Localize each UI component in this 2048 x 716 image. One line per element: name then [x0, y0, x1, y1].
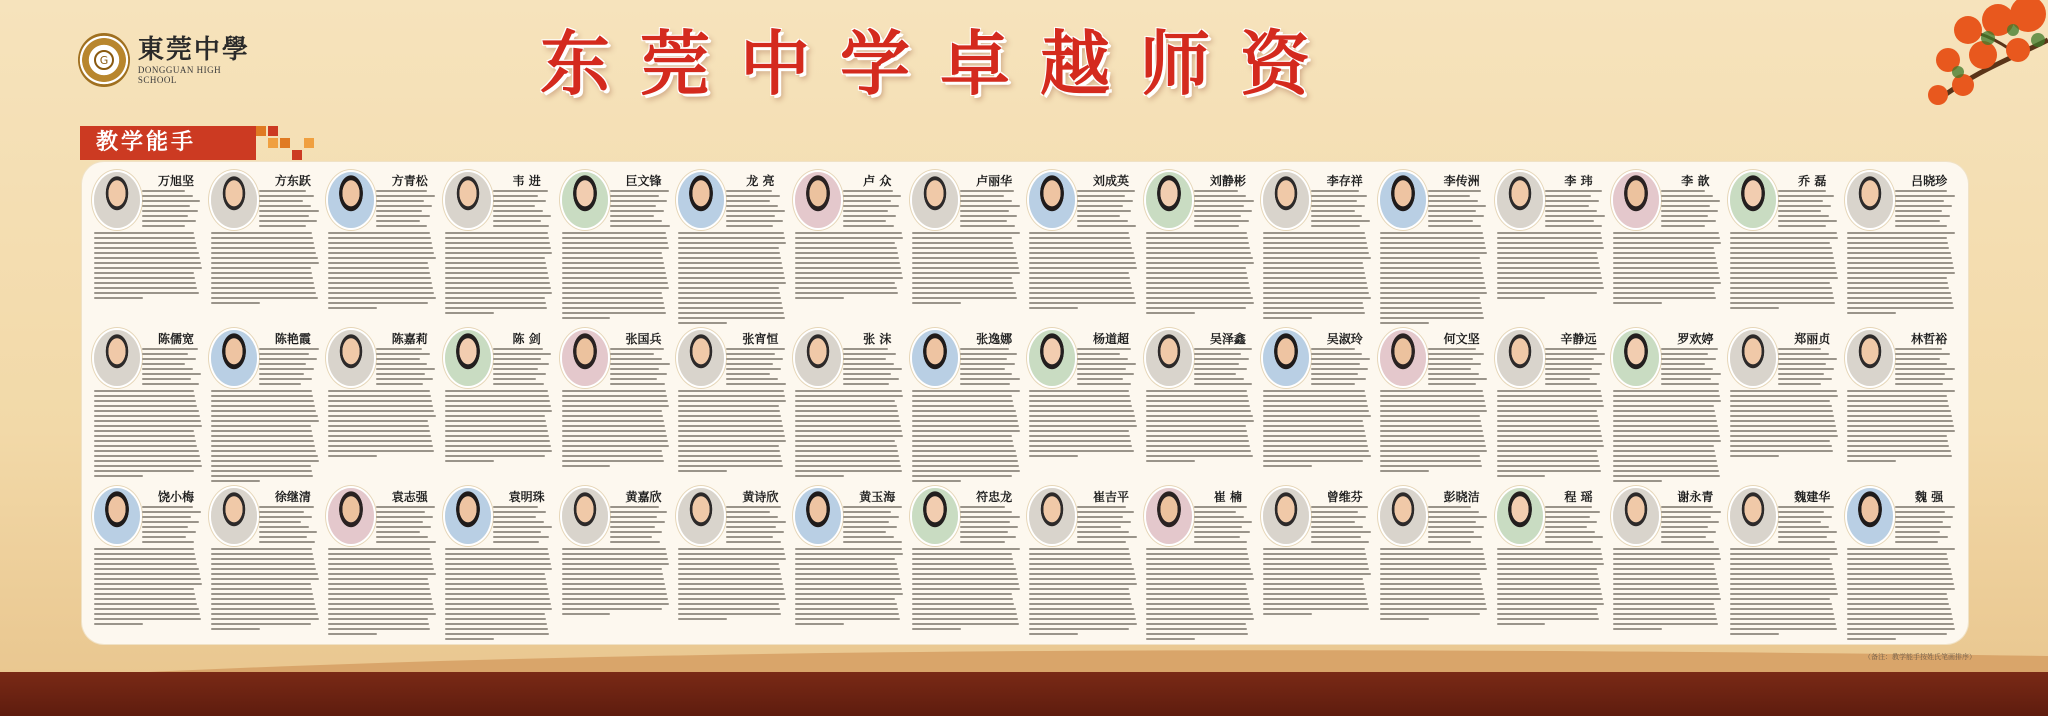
teacher-photo [678, 172, 724, 228]
teacher-name: 巨文锋 [625, 174, 662, 188]
teacher-name: 魏建华 [1794, 490, 1831, 504]
teacher-bio-text-placeholder [610, 190, 671, 230]
teacher-photo [562, 172, 608, 228]
teacher-photo [1146, 488, 1192, 544]
teacher-bio-text-placeholder [726, 348, 787, 388]
teacher-name: 万旭坚 [157, 174, 194, 188]
teacher-bio-text-placeholder [1263, 232, 1372, 316]
teacher-bio-text-placeholder [1730, 390, 1839, 474]
teacher-card [791, 324, 908, 482]
teacher-bio-text-placeholder [1778, 190, 1839, 230]
teacher-bio-text-placeholder [1428, 506, 1489, 546]
teacher-card [90, 324, 207, 482]
teacher-bio-text-placeholder [328, 232, 437, 316]
teacher-bio-text-placeholder [1077, 190, 1138, 230]
teacher-bio-text-placeholder [328, 390, 437, 474]
teacher-bio-text-placeholder [1613, 390, 1722, 474]
teacher-bio-text-placeholder [259, 348, 320, 388]
teacher-card [674, 166, 791, 324]
teacher-card [1493, 324, 1610, 482]
teacher-bio-text-placeholder [1263, 548, 1372, 632]
teacher-bio-text-placeholder [142, 190, 203, 230]
teacher-bio-text-placeholder [445, 390, 554, 474]
teacher-bio-text-placeholder [562, 548, 671, 632]
teacher-bio-text-placeholder [1730, 232, 1839, 316]
teacher-name: 陈 剑 [512, 332, 541, 346]
teacher-bio-text-placeholder [493, 348, 554, 388]
teacher-photo [678, 488, 724, 544]
teacher-bio-text-placeholder [960, 506, 1021, 546]
teacher-card [908, 166, 1025, 324]
teacher-photo [94, 330, 140, 386]
teacher-name: 方东跃 [274, 174, 311, 188]
teacher-bio-text-placeholder [376, 190, 437, 230]
teacher-bio-text-placeholder [1146, 232, 1255, 316]
teacher-card [1142, 324, 1259, 482]
teacher-name: 韦 进 [512, 174, 541, 188]
teacher-name: 符忠龙 [976, 490, 1013, 504]
teacher-name: 刘静彬 [1209, 174, 1246, 188]
teacher-bio-text-placeholder [1497, 232, 1606, 316]
teacher-bio-text-placeholder [912, 232, 1021, 316]
teacher-card [558, 324, 675, 482]
teacher-bio-text-placeholder [1077, 348, 1138, 388]
teacher-card [1726, 166, 1843, 324]
teacher-bio-text-placeholder [960, 190, 1021, 230]
teacher-card [1025, 482, 1142, 640]
teacher-bio-text-placeholder [1497, 548, 1606, 632]
school-name-en: DONGGUAN HIGH SCHOOL [137, 65, 222, 85]
teacher-name: 袁志强 [391, 490, 428, 504]
teacher-name: 陈艳霞 [274, 332, 311, 346]
teacher-photo [912, 488, 958, 544]
teacher-name: 杨道超 [1092, 332, 1129, 346]
teacher-name: 徐继清 [274, 490, 311, 504]
teacher-bio-text-placeholder [1263, 390, 1372, 474]
teacher-name: 刘成英 [1092, 174, 1129, 188]
teacher-card [1259, 324, 1376, 482]
teacher-photo [1613, 172, 1659, 228]
teacher-bio-text-placeholder [1778, 348, 1839, 388]
teacher-bio-text-placeholder [1380, 390, 1489, 474]
teacher-card [90, 482, 207, 640]
teacher-bio-text-placeholder [960, 348, 1021, 388]
teacher-bio-text-placeholder [1029, 390, 1138, 474]
teacher-card [1025, 166, 1142, 324]
teacher-name: 吴泽鑫 [1209, 332, 1246, 346]
teacher-card [324, 324, 441, 482]
teacher-bio-text-placeholder [912, 390, 1021, 474]
teacher-bio-text-placeholder [1029, 548, 1138, 632]
teacher-photo [1029, 330, 1075, 386]
teacher-photo [1730, 488, 1776, 544]
teacher-bio-text-placeholder [795, 390, 904, 474]
teacher-card [1843, 482, 1960, 640]
teacher-card [558, 482, 675, 640]
teacher-bio-text-placeholder [445, 548, 554, 632]
teacher-bio-text-placeholder [1380, 232, 1489, 316]
teacher-photo [211, 172, 257, 228]
teacher-photo [328, 172, 374, 228]
teacher-card [1843, 166, 1960, 324]
teacher-name: 李 玮 [1564, 174, 1593, 188]
teacher-bio-text-placeholder [1661, 348, 1722, 388]
teacher-bio-text-placeholder [1847, 232, 1956, 316]
teacher-bio-text-placeholder [211, 390, 320, 474]
bottom-band [0, 672, 2048, 716]
teacher-bio-text-placeholder [562, 232, 671, 316]
flowering-tree-decoration [1848, 0, 2048, 130]
teacher-card [324, 166, 441, 324]
teacher-name: 崔 楠 [1213, 490, 1242, 504]
teacher-bio-text-placeholder [912, 548, 1021, 632]
teacher-card [441, 482, 558, 640]
teacher-photo [678, 330, 724, 386]
teacher-photo [1263, 172, 1309, 228]
teacher-bio-text-placeholder [795, 232, 904, 316]
teacher-bio-text-placeholder [843, 506, 904, 546]
teacher-name: 崔吉平 [1092, 490, 1129, 504]
teacher-name: 罗欢婷 [1677, 332, 1714, 346]
teacher-bio-text-placeholder [328, 548, 437, 632]
teacher-bio-text-placeholder [843, 348, 904, 388]
teacher-bio-text-placeholder [1895, 190, 1956, 230]
teacher-bio-text-placeholder [211, 548, 320, 632]
teacher-card [1142, 166, 1259, 324]
teacher-name: 卢丽华 [976, 174, 1013, 188]
teacher-bio-text-placeholder [795, 548, 904, 632]
teacher-photo [1497, 172, 1543, 228]
school-seal-icon [78, 33, 130, 87]
teacher-photo [1613, 330, 1659, 386]
teacher-card [1609, 166, 1726, 324]
teacher-bio-text-placeholder [678, 390, 787, 474]
teacher-bio-text-placeholder [142, 348, 203, 388]
teacher-name: 林哲裕 [1911, 332, 1948, 346]
teacher-name: 张国兵 [625, 332, 662, 346]
school-name-cn: 東莞中學 [137, 35, 250, 65]
teacher-bio-text-placeholder [843, 190, 904, 230]
teacher-photo [795, 330, 841, 386]
teacher-bio-text-placeholder [1497, 390, 1606, 474]
svg-text:G: G [99, 54, 109, 67]
teacher-bio-text-placeholder [445, 232, 554, 316]
teacher-bio-text-placeholder [493, 506, 554, 546]
teacher-bio-text-placeholder [1146, 548, 1255, 632]
teacher-bio-text-placeholder [1545, 190, 1606, 230]
teacher-card [908, 324, 1025, 482]
teacher-card [1259, 482, 1376, 640]
teacher-bio-text-placeholder [1730, 548, 1839, 632]
teacher-bio-text-placeholder [1613, 548, 1722, 632]
teacher-name: 龙 亮 [746, 174, 775, 188]
teacher-name: 卢 众 [863, 174, 892, 188]
teacher-name: 陈儒宽 [157, 332, 194, 346]
teacher-card [1726, 324, 1843, 482]
teacher-bio-text-placeholder [211, 232, 320, 316]
teacher-bio-text-placeholder [376, 506, 437, 546]
teacher-bio-text-placeholder [1077, 506, 1138, 546]
teacher-photo [445, 330, 491, 386]
teacher-card [674, 482, 791, 640]
teacher-bio-text-placeholder [94, 232, 203, 316]
teacher-bio-text-placeholder [1895, 348, 1956, 388]
teacher-name: 魏 强 [1915, 490, 1944, 504]
teacher-name: 乔 磊 [1798, 174, 1827, 188]
teacher-photo [94, 488, 140, 544]
teacher-bio-text-placeholder [1428, 190, 1489, 230]
teacher-card [1376, 482, 1493, 640]
teacher-photo [1380, 172, 1426, 228]
teacher-card [207, 166, 324, 324]
teacher-card [1376, 324, 1493, 482]
teacher-bio-text-placeholder [678, 548, 787, 632]
teacher-card [1376, 166, 1493, 324]
teacher-photo [328, 488, 374, 544]
teacher-bio-text-placeholder [1613, 232, 1722, 316]
teacher-photo [94, 172, 140, 228]
teacher-photo [1029, 172, 1075, 228]
teacher-name: 李 歆 [1681, 174, 1710, 188]
teacher-photo [1146, 172, 1192, 228]
teacher-name: 彭晓洁 [1443, 490, 1480, 504]
teacher-bio-text-placeholder [726, 190, 787, 230]
teacher-card [1609, 482, 1726, 640]
teacher-photo [1380, 330, 1426, 386]
teacher-bio-text-placeholder [1029, 232, 1138, 316]
teacher-bio-text-placeholder [1847, 390, 1956, 474]
teacher-photo [445, 172, 491, 228]
teacher-bio-text-placeholder [493, 190, 554, 230]
teacher-photo [1263, 488, 1309, 544]
teacher-bio-text-placeholder [610, 348, 671, 388]
teacher-name: 吴淑玲 [1326, 332, 1363, 346]
teacher-name: 李存祥 [1326, 174, 1363, 188]
teachers-grid [90, 166, 1960, 640]
teacher-bio-text-placeholder [259, 190, 320, 230]
teacher-card [441, 166, 558, 324]
teacher-photo [912, 172, 958, 228]
teacher-card [558, 166, 675, 324]
teacher-card [1493, 482, 1610, 640]
section-tag-teaching-experts: 教学能手 [80, 126, 256, 160]
teacher-bio-text-placeholder [1311, 506, 1372, 546]
teacher-name: 程 瑶 [1564, 490, 1593, 504]
teacher-name: 陈嘉莉 [391, 332, 428, 346]
teacher-bio-text-placeholder [94, 390, 203, 474]
teacher-bio-text-placeholder [259, 506, 320, 546]
teacher-bio-text-placeholder [1847, 548, 1956, 632]
teacher-name: 黄嘉欣 [625, 490, 662, 504]
teacher-bio-text-placeholder [94, 548, 203, 632]
teacher-photo [912, 330, 958, 386]
teacher-name: 饶小梅 [157, 490, 194, 504]
teacher-name: 曾维芬 [1326, 490, 1363, 504]
teacher-card [207, 482, 324, 640]
teacher-bio-text-placeholder [1146, 390, 1255, 474]
teacher-card [1142, 482, 1259, 640]
teacher-card [324, 482, 441, 640]
teacher-photo [562, 488, 608, 544]
teacher-bio-text-placeholder [1545, 506, 1606, 546]
teacher-card [908, 482, 1025, 640]
teacher-name: 何文坚 [1443, 332, 1480, 346]
teacher-photo [1497, 488, 1543, 544]
teacher-photo [1497, 330, 1543, 386]
teacher-card [207, 324, 324, 482]
teacher-photo [1146, 330, 1192, 386]
teacher-photo [562, 330, 608, 386]
teacher-card [791, 482, 908, 640]
teacher-bio-text-placeholder [1380, 548, 1489, 632]
teacher-name: 张 沫 [863, 332, 892, 346]
teacher-photo [1847, 488, 1893, 544]
teacher-photo [1613, 488, 1659, 544]
teacher-photo [1263, 330, 1309, 386]
teacher-photo [1380, 488, 1426, 544]
teacher-name: 张逸娜 [976, 332, 1013, 346]
teacher-card [1726, 482, 1843, 640]
teacher-card [1609, 324, 1726, 482]
teacher-name: 黄诗欣 [742, 490, 779, 504]
teacher-card [1843, 324, 1960, 482]
teacher-card [1259, 166, 1376, 324]
teacher-bio-text-placeholder [1661, 190, 1722, 230]
teacher-name: 李传洲 [1443, 174, 1480, 188]
teacher-name: 谢永青 [1677, 490, 1714, 504]
teacher-name: 郑丽贞 [1794, 332, 1831, 346]
teacher-bio-text-placeholder [610, 506, 671, 546]
teacher-bio-text-placeholder [1194, 506, 1255, 546]
teacher-name: 黄玉海 [859, 490, 896, 504]
teacher-bio-text-placeholder [1428, 348, 1489, 388]
teacher-card [441, 324, 558, 482]
teacher-bio-text-placeholder [726, 506, 787, 546]
teacher-photo [795, 172, 841, 228]
teacher-photo [1847, 172, 1893, 228]
teacher-card [90, 166, 207, 324]
teacher-name: 吕晓珍 [1911, 174, 1948, 188]
teacher-card [791, 166, 908, 324]
teacher-bio-text-placeholder [142, 506, 203, 546]
teacher-bio-text-placeholder [678, 232, 787, 316]
teacher-bio-text-placeholder [1194, 190, 1255, 230]
teacher-card [674, 324, 791, 482]
teacher-photo [211, 488, 257, 544]
teacher-name: 张宵恒 [742, 332, 779, 346]
teacher-card [1025, 324, 1142, 482]
teacher-photo [1847, 330, 1893, 386]
teacher-bio-text-placeholder [1194, 348, 1255, 388]
teacher-photo [211, 330, 257, 386]
teacher-photo [445, 488, 491, 544]
teacher-name: 袁明珠 [508, 490, 545, 504]
teacher-bio-text-placeholder [1545, 348, 1606, 388]
teacher-photo [328, 330, 374, 386]
teacher-photo [795, 488, 841, 544]
teacher-bio-text-placeholder [1311, 190, 1372, 230]
teacher-photo [1029, 488, 1075, 544]
teacher-photo [1730, 330, 1776, 386]
teacher-photo [1730, 172, 1776, 228]
teacher-bio-text-placeholder [562, 390, 671, 474]
tag-decoration-squares [256, 124, 320, 164]
teacher-card [1493, 166, 1610, 324]
teacher-bio-text-placeholder [1778, 506, 1839, 546]
teacher-bio-text-placeholder [376, 348, 437, 388]
teacher-name: 辛静远 [1560, 332, 1597, 346]
footnote: （备注：教学能手按姓氏笔画排序） [1864, 653, 1976, 661]
teacher-bio-text-placeholder [1311, 348, 1372, 388]
teacher-name: 方青松 [391, 174, 428, 188]
school-logo [78, 30, 258, 90]
page-title: 东莞中学卓越师资 [540, 23, 1340, 105]
teacher-bio-text-placeholder [1661, 506, 1722, 546]
teacher-bio-text-placeholder [1895, 506, 1956, 546]
teachers-panel [82, 162, 1968, 644]
